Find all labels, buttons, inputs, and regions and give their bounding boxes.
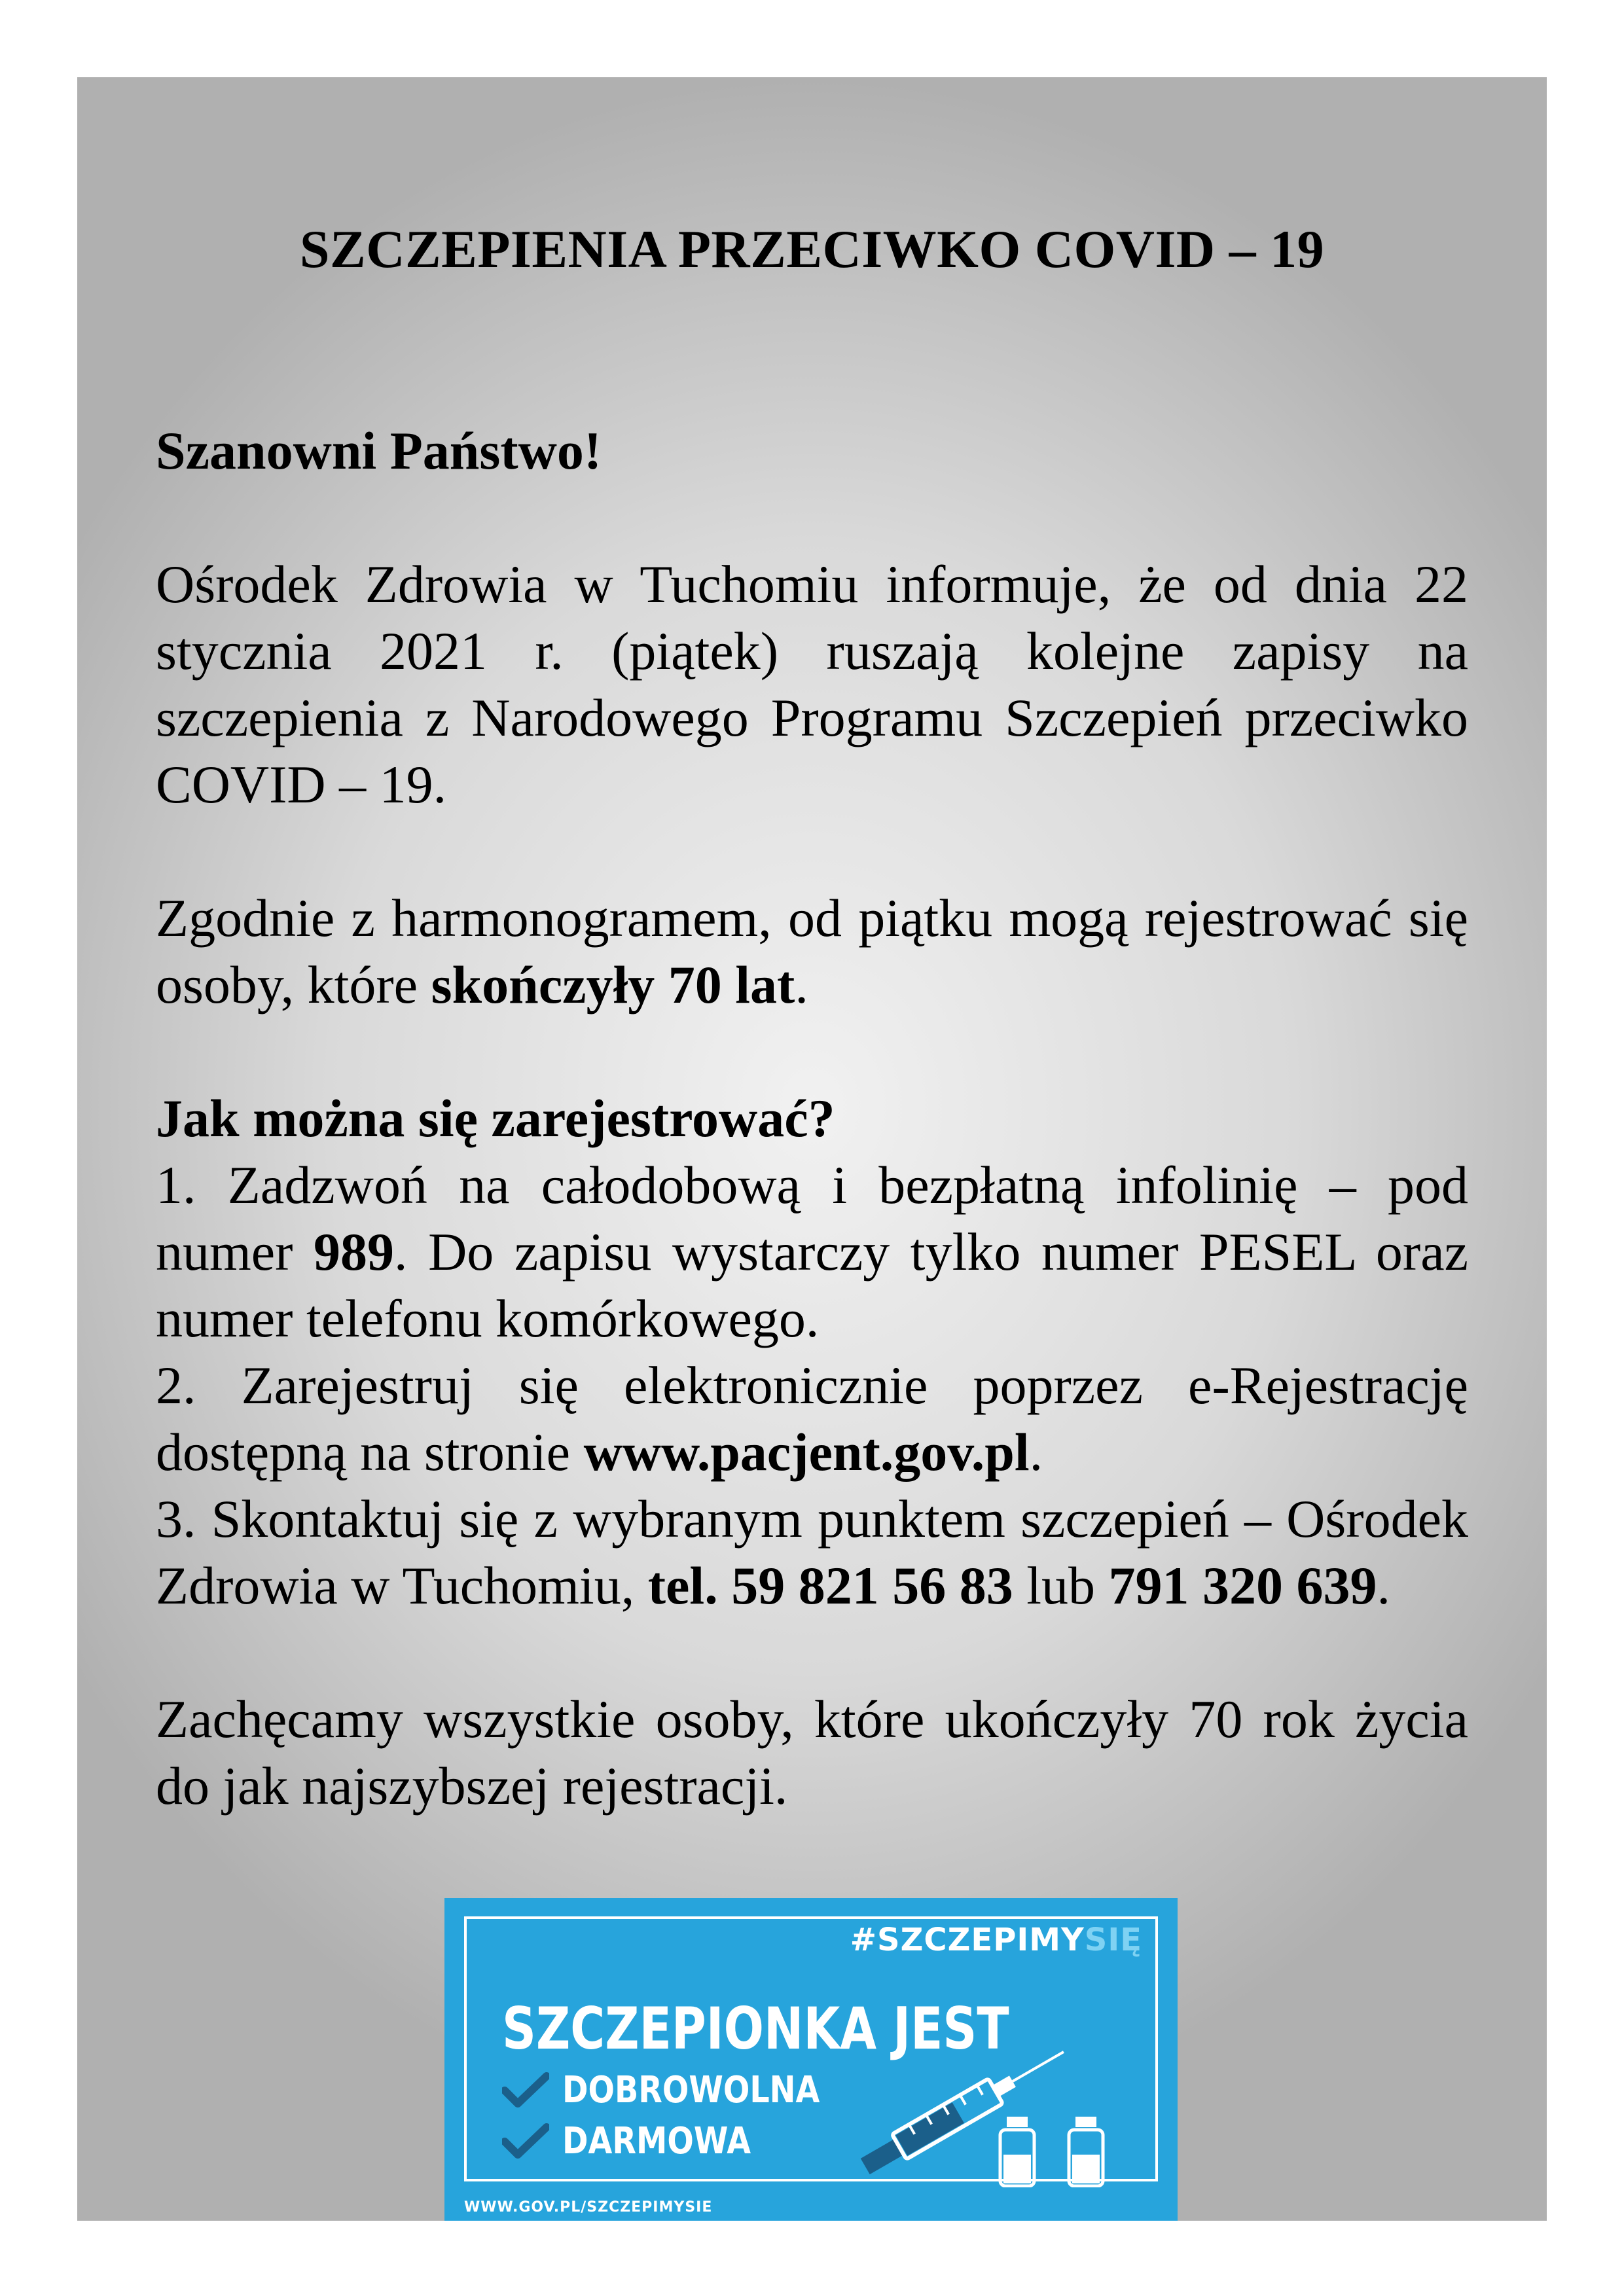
banner-item-voluntary: DOBROWOLNA [502, 2067, 865, 2111]
banner-url: WWW.GOV.PL/SZCZEPIMYSIE [464, 2199, 713, 2215]
registration-heading: Jak można się zarejestrować? [156, 1088, 835, 1148]
intro-paragraph: Ośrodek Zdrowia w Tuchomiu informuje, że od dnia 22 stycznia 2021 r. (piątek) ruszają kolejne zapisy na szczepienia z Narodowego Programu Szczepień przeciwko COVID – 19. [156, 554, 1468, 814]
step-contact: 3. Skontaktuj się z wybranym punktem szczepień – Ośrodek Zdrowia w Tuchomiu, tel. 59 821 56 83 lub 791 320 639. [156, 1489, 1468, 1615]
greeting: Szanowni Państwo! [156, 421, 602, 480]
banner-hashtag: #SZCZEPIMYSIĘ [845, 1922, 1147, 1958]
notice-body [156, 418, 1468, 1820]
vaccine-banner [444, 1898, 1178, 2221]
phone-number-primary: tel. 59 821 56 83 [647, 1556, 1013, 1615]
spacer [156, 1619, 1468, 1686]
age-threshold: skończyły 70 lat [431, 955, 795, 1014]
page-title: SZCZEPIENIA PRZECIWKO COVID – 19 [299, 219, 1325, 279]
spacer [156, 1018, 1468, 1085]
step-online: 2. Zarejestruj się elektronicznie poprzez e-Rejestrację dostępną na stronie www.pacjent.gov.pl. [156, 1355, 1468, 1482]
eligibility-paragraph: Zgodnie z harmonogramem, od piątku mogą rejestrować się osoby, które skończyły 70 lat. [156, 888, 1468, 1014]
vial-icon [998, 2115, 1037, 2187]
phone-number-secondary: 791 320 639 [1108, 1556, 1377, 1615]
vial-icon [1066, 2115, 1106, 2187]
checkmark-icon [502, 2123, 549, 2160]
syringe-icon [837, 2013, 1086, 2209]
hotline-number: 989 [314, 1222, 395, 1282]
step-phone: 1. Zadzwoń na całodobową i bezpłatną infolinię – pod numer 989. Do zapisu wystarczy tylko numer PESEL oraz numer telefonu komórkowego. [156, 1155, 1469, 1348]
checkmark-icon [502, 2072, 549, 2109]
website-link: www.pacjent.gov.pl [583, 1422, 1030, 1482]
spacer [156, 818, 1468, 885]
banner-headline: SZCZEPIONKA JEST [502, 1995, 1009, 2062]
notice-panel [77, 77, 1547, 2221]
closing-paragraph: Zachęcamy wszystkie osoby, które ukończyły 70 rok życia do jak najszybszej rejestracji. [156, 1689, 1468, 1816]
banner-item-free: DARMOWA [502, 2118, 784, 2162]
